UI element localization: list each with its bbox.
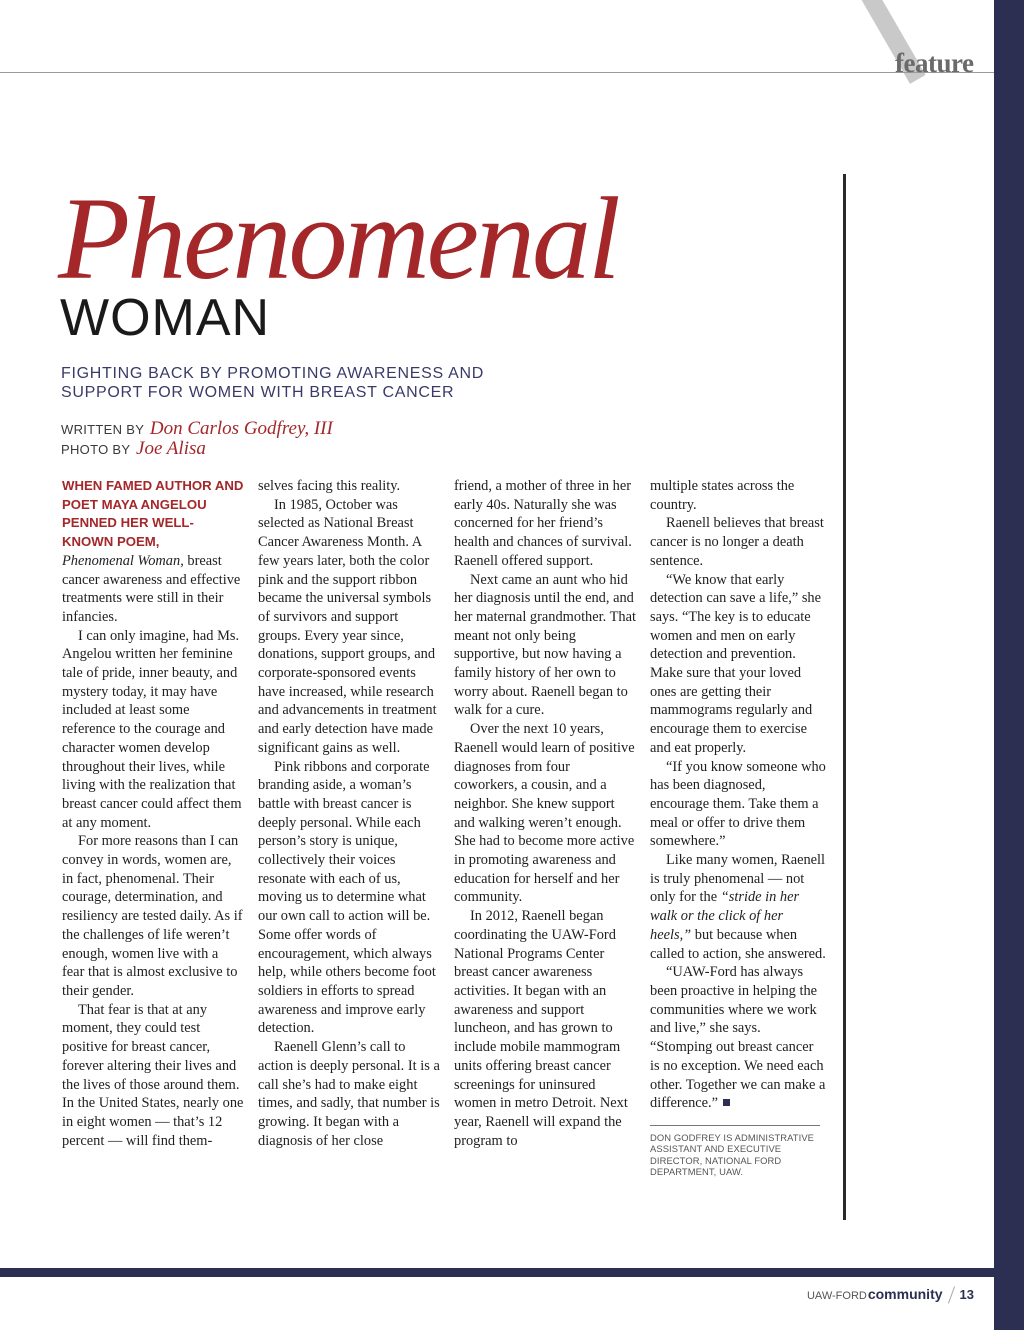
paragraph: “We know that early detection can save a life,” she says. “The key is to educate women and men on early detection and prevention. Make sure that your loved ones are getting their mammograms regularly and encourage them to exercise and eat properly. [650,571,822,756]
written-by-label: WRITTEN BY [61,422,144,437]
paragraph-text: Like many women, Raenell is truly phenomenal — not only for the [650,852,826,906]
paragraph: I can only imagine, had Ms. Angelou written her feminine tale of pride, inner beauty, and mystery today, it may have included at least some reference to the courage and character women develop throughout their lives, while living with the realization that breast cancer could affect them at any moment. [62,627,242,831]
byline-photo [61,438,206,460]
paragraph: In 2012, Raenell began coordinating the UAW-Ford National Programs Center breast cancer awareness activities. It began with an awareness and support luncheon, and has grown to include mobile mammogram units offering breast cancer screenings for uninsured women in metro Detroit. Next year, Raenell will expand the program to [454,908,628,1149]
paragraph: For more reasons than I can convey in words, women are, in fact, phenomenal. Their courage, determination, and resiliency are tested daily. As if the challenges of life weren’t enough, women live with a fear that is almost exclusive to their gender. [62,833,243,999]
section-label: feature [895,48,974,78]
paragraph: That fear is that at any moment, they could test positive for breast cancer, forever altering their lives and the lives of those around them. In the United States, nearly one in eight women — that’s 12 percent — will find them- [62,1001,244,1149]
paragraph [650,851,826,963]
footer-brand-prefix: UAW-FORD [806,1290,867,1302]
bio-rule [650,1125,820,1126]
paragraph [650,963,826,1113]
vertical-rule [843,174,846,1220]
paragraph-text: , breast cancer awareness and effective treatments were still in their infancies. [62,552,241,625]
poem-quote: “stride in her walk or the click of her heels,” [650,889,800,943]
bottom-band [0,1268,994,1277]
article-deck: FIGHTING BACK BY PROMOTING AWARENESS AND SUPPORT FOR WOMEN WITH BREAST CANCER [61,365,485,401]
photographer-name: Joe Alisa [136,438,206,459]
photo-by-label: PHOTO BY [61,442,131,457]
column-2 [258,477,440,1150]
lead-in: WHEN FAMED AUTHOR AND POET MAYA ANGELOU PENNED HER WELL-KNOWN POEM, [62,478,244,550]
paragraph: “If you know someone who has been diagnosed, encourage them. Take them a meal or offer to drive them somewhere.” [650,758,826,850]
paragraph: Raenell Glenn’s call to action is deeply personal. It is a call she’s had to make eight times, and sadly, that number is growing. It began with a diagnosis of her close [258,1039,440,1149]
article-subtitle: WOMAN [60,289,271,347]
paragraph: In 1985, October was selected as National Breast Cancer Awareness Month. A few years later, both the color pink and the support ribbon became the universal symbols of survivors and support groups. Every year since, donations, support groups, and corporate-sponsored events have increased, while research and advancements in treatment and early detection have made significant gains as well. [258,496,437,756]
paragraph-text: “UAW-Ford has always been proactive in helping the communities where we work and live,” she says. “Stomping out breast cancer is no exception. We need each other. Together we can make a difference.” [650,964,826,1112]
author-bio: DON GODFREY IS ADMINISTRATIVE ASSISTANT AND EXECUTIVE DIRECTOR, NATIONAL FORD DEPARTMENT, UAW. [650,1131,815,1178]
paragraph: Raenell believes that breast cancer is no longer a death sentence. [650,515,824,569]
paragraph: Next came an aunt who hid her diagnosis until the end, and her maternal grandmother. That meant not only being supportive, but now having a family history of her own to worry about. Raenell began to walk for a cure. [454,571,636,719]
paragraph: selves facing this reality. [258,478,401,494]
paragraph-text: but because when called to action, she answered. [650,926,826,962]
byline-author [61,418,333,440]
top-rule [0,72,994,73]
poem-title: Phenomenal Woman [62,552,181,569]
paragraph [62,552,244,627]
footer-separator [947,1286,954,1303]
footer [807,1286,974,1304]
page-number: 13 [959,1287,974,1302]
footer-brand-name: community [867,1286,943,1302]
paragraph: friend, a mother of three in her early 40s. Naturally she was concerned for her friend’s health and chances of survival. Raenell offered support. [454,478,632,569]
column-3 [454,477,636,1150]
paragraph: Over the next 10 years, Raenell would learn of positive diagnoses from four coworkers, a cousin, and a neighbor. She knew support and walking weren’t enough. She had to become more active in promoting awareness and education for herself and her community. [454,721,635,906]
column-1 [62,477,244,1150]
paragraph: multiple states across the country. [650,478,795,513]
paragraph: Pink ribbons and corporate branding aside, a woman’s battle with breast cancer is deeply personal. While each person’s story is unique, collectively their voices resonate with each of us, moving us to determine what our own call to action will be. Some offer words of encouragement, which always help, while others become foot soldiers in efforts to spread awareness and improve early detection. [258,758,436,1037]
right-edge-bar [994,0,1024,1330]
article-title: Phenomenal [58,173,618,304]
end-mark [723,1099,730,1106]
column-4 [650,477,826,1178]
author-name: Don Carlos Godfrey, III [149,418,333,439]
